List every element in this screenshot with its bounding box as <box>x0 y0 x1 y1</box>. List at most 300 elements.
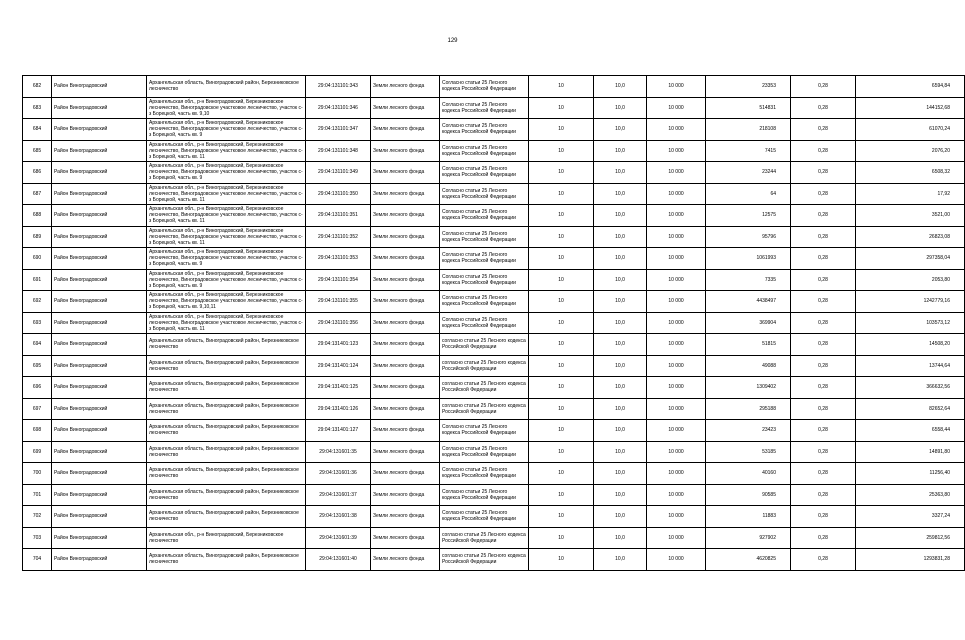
rate-cell: 0,28 <box>791 463 856 485</box>
district-cell: Район Виноградовский <box>52 226 147 248</box>
value-cell: 10,0 <box>594 291 647 313</box>
table-row <box>23 549 965 571</box>
address-cell: Архангельская область, Виноградовский район, Березниковское лесничество <box>147 355 306 377</box>
row-number: 687 <box>23 183 52 205</box>
value-cell: 10,0 <box>594 140 647 162</box>
value-cell: 10 000 <box>647 97 706 119</box>
address-cell: Архангельская обл., р-н Виноградовский, Березниковское лесничество, Виноградовское участковое лесничество, участок с-з Борецкой, часть кв. 11 <box>147 312 306 334</box>
legal-basis-cell: согласно статьи 25 Лесного кодекса Российской Федерации <box>440 334 529 356</box>
rate-cell: 0,28 <box>791 355 856 377</box>
value-cell: 10 000 <box>647 205 706 227</box>
sum-cell: 366632,56 <box>856 377 965 399</box>
value-cell: 10 <box>529 162 594 184</box>
rate-cell: 0,28 <box>791 398 856 420</box>
area-cell: 23423 <box>706 420 791 442</box>
value-cell: 10,0 <box>594 226 647 248</box>
row-number: 700 <box>23 463 52 485</box>
value-cell: 10 <box>529 334 594 356</box>
cadastral-number-cell: 29:04:131101:349 <box>306 162 371 184</box>
address-cell: Архангельская обл., р-н Виноградовский, Березниковское лесничество, Виноградовское участковое лесничество, участок с-з Борецкой, часть кв. 11 <box>147 205 306 227</box>
row-number: 704 <box>23 549 52 571</box>
address-cell: Архангельская область, Виноградовский район, Березниковское лесничество <box>147 441 306 463</box>
row-number: 686 <box>23 162 52 184</box>
land-category-cell: Земли лесного фонда <box>371 549 440 571</box>
table-row <box>23 463 965 485</box>
legal-basis-cell: согласно статьи 25 Лесного кодекса Российской Федерации <box>440 549 529 571</box>
address-cell: Архангельская область, Виноградовский район, Березниковское лесничество <box>147 76 306 98</box>
address-cell: Архангельская обл., р-н Виноградовский, Березниковское лесничество <box>147 527 306 549</box>
value-cell: 10 <box>529 119 594 141</box>
legal-basis-cell: Согласно статьи 25 Лесного кодекса Российской Федерации <box>440 97 529 119</box>
area-cell: 23353 <box>706 76 791 98</box>
row-number: 702 <box>23 506 52 528</box>
address-cell: Архангельская обл., р-н Виноградовский, Березниковское лесничество, Виноградовское участковое лесничество, участок с-з Борецкой, часть кв. 11 <box>147 140 306 162</box>
legal-basis-cell: Согласно статьи 25 Лесного кодекса Российской Федерации <box>440 420 529 442</box>
value-cell: 10 <box>529 205 594 227</box>
address-cell: Архангельская обл., р-н Виноградовский, Березниковское лесничество, Виноградовское участковое лесничество, участок с-з Борецкой, часть кв. 9 <box>147 269 306 291</box>
address-cell: Архангельская область, Виноградовский район, Березниковское лесничество <box>147 334 306 356</box>
rate-cell: 0,28 <box>791 291 856 313</box>
address-cell: Архангельская обл., р-н Виноградовский, Березниковское лесничество, Виноградовское участковое лесничество, участок с-з Борецкой, часть кв. 9 <box>147 119 306 141</box>
address-cell: Архангельская область, Виноградовский район, Березниковское лесничество <box>147 420 306 442</box>
value-cell: 10,0 <box>594 355 647 377</box>
row-number: 690 <box>23 248 52 270</box>
cadastral-number-cell: 29:04:131601:39 <box>306 527 371 549</box>
sum-cell: 13744,64 <box>856 355 965 377</box>
district-cell: Район Виноградовский <box>52 527 147 549</box>
legal-basis-cell: Согласно статьи 25 Лесного кодекса Российской Федерации <box>440 312 529 334</box>
rate-cell: 0,28 <box>791 441 856 463</box>
area-cell: 64 <box>706 183 791 205</box>
legal-basis-cell: Согласно статьи 25 Лесного кодекса Российской Федерации <box>440 484 529 506</box>
area-cell: 7415 <box>706 140 791 162</box>
sum-cell: 103573,12 <box>856 312 965 334</box>
sum-cell: 26823,08 <box>856 226 965 248</box>
sum-cell: 144152,68 <box>856 97 965 119</box>
value-cell: 10 000 <box>647 527 706 549</box>
row-number: 689 <box>23 226 52 248</box>
rate-cell: 0,28 <box>791 312 856 334</box>
cadastral-number-cell: 29:04:131101:348 <box>306 140 371 162</box>
value-cell: 10 <box>529 269 594 291</box>
legal-basis-cell: Согласно статьи 25 Лесного кодекса Российской Федерации <box>440 183 529 205</box>
district-cell: Район Виноградовский <box>52 377 147 399</box>
cadastral-number-cell: 29:04:131101:350 <box>306 183 371 205</box>
land-category-cell: Земли лесного фонда <box>371 140 440 162</box>
value-cell: 10 <box>529 76 594 98</box>
district-cell: Район Виноградовский <box>52 183 147 205</box>
value-cell: 10,0 <box>594 97 647 119</box>
legal-basis-cell: Согласно статьи 25 Лесного кодекса Российской Федерации <box>440 291 529 313</box>
district-cell: Район Виноградовский <box>52 549 147 571</box>
area-cell: 369904 <box>706 312 791 334</box>
cadastral-number-cell: 29:04:131601:38 <box>306 506 371 528</box>
legal-basis-cell: Согласно статьи 25 Лесного кодекса Российской Федерации <box>440 205 529 227</box>
value-cell: 10,0 <box>594 527 647 549</box>
value-cell: 10 000 <box>647 506 706 528</box>
value-cell: 10 <box>529 248 594 270</box>
value-cell: 10,0 <box>594 377 647 399</box>
table-row <box>23 205 965 227</box>
value-cell: 10,0 <box>594 463 647 485</box>
area-cell: 23244 <box>706 162 791 184</box>
cadastral-number-cell: 29:04:131601:40 <box>306 549 371 571</box>
table-row <box>23 506 965 528</box>
sum-cell: 6508,32 <box>856 162 965 184</box>
land-category-cell: Земли лесного фонда <box>371 398 440 420</box>
sum-cell: 6594,84 <box>856 76 965 98</box>
cadastral-number-cell: 29:04:131101:356 <box>306 312 371 334</box>
value-cell: 10 <box>529 527 594 549</box>
address-cell: Архангельская обл., р-н Виноградовский, Березниковское лесничество, Виноградовское участковое лесничество, участок с-з Борецкой, часть кв. 9 <box>147 248 306 270</box>
value-cell: 10,0 <box>594 119 647 141</box>
cadastral-number-cell: 29:04:131401:126 <box>306 398 371 420</box>
value-cell: 10 <box>529 549 594 571</box>
table-row <box>23 248 965 270</box>
land-category-cell: Земли лесного фонда <box>371 420 440 442</box>
address-cell: Архангельская обл., р-н Виноградовский, Березниковское лесничество, Виноградовское участковое лесничество, участок с-з Борецкой, часть кв. 9,10,11 <box>147 291 306 313</box>
value-cell: 10 000 <box>647 140 706 162</box>
rate-cell: 0,28 <box>791 334 856 356</box>
row-number: 698 <box>23 420 52 442</box>
district-cell: Район Виноградовский <box>52 119 147 141</box>
cadastral-number-cell: 29:04:131101:346 <box>306 97 371 119</box>
cadastral-number-cell: 29:04:131101:347 <box>306 119 371 141</box>
address-cell: Архангельская область, Виноградовский район, Березниковское лесничество <box>147 377 306 399</box>
value-cell: 10 <box>529 97 594 119</box>
land-category-cell: Земли лесного фонда <box>371 119 440 141</box>
land-category-cell: Земли лесного фонда <box>371 162 440 184</box>
table-row <box>23 484 965 506</box>
land-category-cell: Земли лесного фонда <box>371 355 440 377</box>
sum-cell: 1293831,28 <box>856 549 965 571</box>
rate-cell: 0,28 <box>791 527 856 549</box>
value-cell: 10,0 <box>594 76 647 98</box>
legal-basis-cell: Согласно статьи 25 Лесного кодекса Российской Федерации <box>440 140 529 162</box>
value-cell: 10 000 <box>647 484 706 506</box>
rate-cell: 0,28 <box>791 183 856 205</box>
value-cell: 10 <box>529 226 594 248</box>
row-number: 695 <box>23 355 52 377</box>
sum-cell: 3521,00 <box>856 205 965 227</box>
value-cell: 10 <box>529 484 594 506</box>
value-cell: 10 000 <box>647 441 706 463</box>
rate-cell: 0,28 <box>791 420 856 442</box>
legal-basis-cell: согласно статьи 25 Лесного кодекса Российской Федерации <box>440 527 529 549</box>
legal-basis-cell: Согласно статьи 25 Лесного кодекса Российской Федерации <box>440 441 529 463</box>
district-cell: Район Виноградовский <box>52 463 147 485</box>
value-cell: 10 000 <box>647 463 706 485</box>
row-number: 696 <box>23 377 52 399</box>
table-row <box>23 334 965 356</box>
district-cell: Район Виноградовский <box>52 140 147 162</box>
land-category-cell: Земли лесного фонда <box>371 506 440 528</box>
land-category-cell: Земли лесного фонда <box>371 377 440 399</box>
land-category-cell: Земли лесного фонда <box>371 205 440 227</box>
value-cell: 10 000 <box>647 162 706 184</box>
cadastral-number-cell: 29:04:131101:343 <box>306 76 371 98</box>
sum-cell: 259812,56 <box>856 527 965 549</box>
cadastral-number-cell: 29:04:131601:37 <box>306 484 371 506</box>
district-cell: Район Виноградовский <box>52 205 147 227</box>
cadastral-number-cell: 29:04:131401:123 <box>306 334 371 356</box>
row-number: 691 <box>23 269 52 291</box>
address-cell: Архангельская область, Виноградовский район, Березниковское лесничество <box>147 484 306 506</box>
district-cell: Район Виноградовский <box>52 420 147 442</box>
area-cell: 295188 <box>706 398 791 420</box>
value-cell: 10 000 <box>647 355 706 377</box>
row-number: 684 <box>23 119 52 141</box>
area-cell: 1061993 <box>706 248 791 270</box>
area-cell: 40160 <box>706 463 791 485</box>
row-number: 685 <box>23 140 52 162</box>
value-cell: 10,0 <box>594 162 647 184</box>
table-row <box>23 312 965 334</box>
land-category-cell: Земли лесного фонда <box>371 226 440 248</box>
district-cell: Район Виноградовский <box>52 441 147 463</box>
value-cell: 10 <box>529 291 594 313</box>
value-cell: 10 000 <box>647 248 706 270</box>
row-number: 697 <box>23 398 52 420</box>
district-cell: Район Виноградовский <box>52 506 147 528</box>
legal-basis-cell: согласно статьи 25 Лесного кодекса Российской Федерации <box>440 355 529 377</box>
legal-basis-cell: Согласно статьи 25 Лесного кодекса Российской Федерации <box>440 506 529 528</box>
land-category-cell: Земли лесного фонда <box>371 183 440 205</box>
legal-basis-cell: согласно статьи 25 Лесного кодекса Российской Федерации <box>440 377 529 399</box>
row-number: 693 <box>23 312 52 334</box>
area-cell: 53185 <box>706 441 791 463</box>
land-category-cell: Земли лесного фонда <box>371 248 440 270</box>
table-row <box>23 76 965 98</box>
district-cell: Район Виноградовский <box>52 291 147 313</box>
value-cell: 10,0 <box>594 506 647 528</box>
district-cell: Район Виноградовский <box>52 97 147 119</box>
land-category-cell: Земли лесного фонда <box>371 97 440 119</box>
value-cell: 10 000 <box>647 420 706 442</box>
area-cell: 4438497 <box>706 291 791 313</box>
district-cell: Район Виноградовский <box>52 162 147 184</box>
table-row <box>23 291 965 313</box>
value-cell: 10 <box>529 441 594 463</box>
cadastral-number-cell: 29:04:131101:352 <box>306 226 371 248</box>
land-category-cell: Земли лесного фонда <box>371 441 440 463</box>
table-row <box>23 527 965 549</box>
value-cell: 10 <box>529 377 594 399</box>
address-cell: Архангельская обл., р-н Виноградовский, Березниковское лесничество, Виноградовское участковое лесничество, участок с-з Борецкой, часть кв. 9,10 <box>147 97 306 119</box>
address-cell: Архангельская область, Виноградовский район, Березниковское лесничество <box>147 506 306 528</box>
address-cell: Архангельская область, Виноградовский район, Березниковское лесничество <box>147 549 306 571</box>
cadastral-number-cell: 29:04:131401:127 <box>306 420 371 442</box>
area-cell: 218108 <box>706 119 791 141</box>
value-cell: 10 <box>529 355 594 377</box>
value-cell: 10,0 <box>594 441 647 463</box>
cadastral-number-cell: 29:04:131101:355 <box>306 291 371 313</box>
legal-basis-cell: Согласно статьи 25 Лесного кодекса Российской Федерации <box>440 119 529 141</box>
rate-cell: 0,28 <box>791 549 856 571</box>
table-row <box>23 269 965 291</box>
table-row <box>23 398 965 420</box>
value-cell: 10 000 <box>647 226 706 248</box>
legal-basis-cell: согласно статьи 25 Лесного кодекса Российской Федерации <box>440 398 529 420</box>
address-cell: Архангельская область, Виноградовский район, Березниковское лесничество <box>147 398 306 420</box>
table-row <box>23 420 965 442</box>
district-cell: Район Виноградовский <box>52 334 147 356</box>
cadastral-number-cell: 29:04:131101:353 <box>306 248 371 270</box>
area-cell: 95796 <box>706 226 791 248</box>
cadastral-number-cell: 29:04:131101:351 <box>306 205 371 227</box>
value-cell: 10 <box>529 312 594 334</box>
row-number: 688 <box>23 205 52 227</box>
land-category-cell: Земли лесного фонда <box>371 463 440 485</box>
row-number: 692 <box>23 291 52 313</box>
legal-basis-cell: Согласно статьи 25 Лесного кодекса Российской Федерации <box>440 269 529 291</box>
sum-cell: 2076,20 <box>856 140 965 162</box>
cadastral-number-cell: 29:04:131401:124 <box>306 355 371 377</box>
rate-cell: 0,28 <box>791 119 856 141</box>
district-cell: Район Виноградовский <box>52 398 147 420</box>
land-category-cell: Земли лесного фонда <box>371 269 440 291</box>
table-row <box>23 441 965 463</box>
legal-basis-cell: Согласно статьи 25 Лесного кодекса Российской Федерации <box>440 248 529 270</box>
value-cell: 10,0 <box>594 205 647 227</box>
rate-cell: 0,28 <box>791 269 856 291</box>
value-cell: 10 <box>529 140 594 162</box>
table-row <box>23 377 965 399</box>
land-category-cell: Земли лесного фонда <box>371 334 440 356</box>
rate-cell: 0,28 <box>791 162 856 184</box>
land-category-cell: Земли лесного фонда <box>371 527 440 549</box>
land-register-table <box>22 75 965 571</box>
legal-basis-cell: Согласно статьи 25 Лесного кодекса Российской Федерации <box>440 463 529 485</box>
value-cell: 10,0 <box>594 398 647 420</box>
sum-cell: 297358,04 <box>856 248 965 270</box>
address-cell: Архангельская область, Виноградовский район, Березниковское лесничество <box>147 463 306 485</box>
value-cell: 10 <box>529 183 594 205</box>
legal-basis-cell: Согласно статьи 25 Лесного кодекса Российской Федерации <box>440 76 529 98</box>
area-cell: 514831 <box>706 97 791 119</box>
value-cell: 10,0 <box>594 248 647 270</box>
address-cell: Архангельская обл., р-н Виноградовский, Березниковское лесничество, Виноградовское участковое лесничество, участок с-з Борецкой, часть кв. 11 <box>147 226 306 248</box>
rate-cell: 0,28 <box>791 140 856 162</box>
sum-cell: 61070,24 <box>856 119 965 141</box>
area-cell: 51815 <box>706 334 791 356</box>
area-cell: 4620825 <box>706 549 791 571</box>
value-cell: 10 <box>529 463 594 485</box>
district-cell: Район Виноградовский <box>52 312 147 334</box>
cadastral-number-cell: 29:04:131101:354 <box>306 269 371 291</box>
value-cell: 10 000 <box>647 183 706 205</box>
table-row <box>23 226 965 248</box>
table-row <box>23 140 965 162</box>
land-category-cell: Земли лесного фонда <box>371 312 440 334</box>
sum-cell: 2053,80 <box>856 269 965 291</box>
value-cell: 10 000 <box>647 119 706 141</box>
sum-cell: 11256,40 <box>856 463 965 485</box>
area-cell: 12575 <box>706 205 791 227</box>
rate-cell: 0,28 <box>791 205 856 227</box>
rate-cell: 0,28 <box>791 377 856 399</box>
sum-cell: 1242779,16 <box>856 291 965 313</box>
area-cell: 1309402 <box>706 377 791 399</box>
table-row <box>23 183 965 205</box>
page-number: 129 <box>447 38 458 44</box>
sum-cell: 14891,80 <box>856 441 965 463</box>
district-cell: Район Виноградовский <box>52 484 147 506</box>
sum-cell: 17,92 <box>856 183 965 205</box>
value-cell: 10,0 <box>594 183 647 205</box>
table-body <box>23 76 965 571</box>
row-number: 682 <box>23 76 52 98</box>
cadastral-number-cell: 29:04:131601:35 <box>306 441 371 463</box>
value-cell: 10 <box>529 420 594 442</box>
rate-cell: 0,28 <box>791 97 856 119</box>
table-row <box>23 355 965 377</box>
row-number: 703 <box>23 527 52 549</box>
sum-cell: 6558,44 <box>856 420 965 442</box>
rate-cell: 0,28 <box>791 226 856 248</box>
value-cell: 10,0 <box>594 420 647 442</box>
land-category-cell: Земли лесного фонда <box>371 76 440 98</box>
district-cell: Район Виноградовский <box>52 269 147 291</box>
sum-cell: 14508,20 <box>856 334 965 356</box>
value-cell: 10,0 <box>594 549 647 571</box>
value-cell: 10 <box>529 398 594 420</box>
cadastral-number-cell: 29:04:131401:125 <box>306 377 371 399</box>
row-number: 694 <box>23 334 52 356</box>
table-row <box>23 119 965 141</box>
rate-cell: 0,28 <box>791 248 856 270</box>
district-cell: Район Виноградовский <box>52 248 147 270</box>
value-cell: 10 000 <box>647 269 706 291</box>
legal-basis-cell: Согласно статьи 25 Лесного кодекса Российской Федерации <box>440 162 529 184</box>
area-cell: 927902 <box>706 527 791 549</box>
area-cell: 90585 <box>706 484 791 506</box>
row-number: 699 <box>23 441 52 463</box>
value-cell: 10 <box>529 506 594 528</box>
value-cell: 10,0 <box>594 484 647 506</box>
rate-cell: 0,28 <box>791 484 856 506</box>
land-category-cell: Земли лесного фонда <box>371 291 440 313</box>
table-row <box>23 162 965 184</box>
value-cell: 10 000 <box>647 398 706 420</box>
value-cell: 10 000 <box>647 334 706 356</box>
value-cell: 10 000 <box>647 76 706 98</box>
address-cell: Архангельская обл., р-н Виноградовский, Березниковское лесничество, Виноградовское участковое лесничество, участок с-з Борецкой, часть кв. 11 <box>147 183 306 205</box>
sum-cell: 25363,80 <box>856 484 965 506</box>
rate-cell: 0,28 <box>791 76 856 98</box>
district-cell: Район Виноградовский <box>52 76 147 98</box>
address-cell: Архангельская обл., р-н Виноградовский, Березниковское лесничество, Виноградовское участковое лесничество, участок с-з Борецкой, часть кв. 9 <box>147 162 306 184</box>
cadastral-number-cell: 29:04:131601:36 <box>306 463 371 485</box>
land-category-cell: Земли лесного фонда <box>371 484 440 506</box>
district-cell: Район Виноградовский <box>52 355 147 377</box>
value-cell: 10,0 <box>594 334 647 356</box>
area-cell: 7335 <box>706 269 791 291</box>
area-cell: 11883 <box>706 506 791 528</box>
table-row <box>23 97 965 119</box>
row-number: 683 <box>23 97 52 119</box>
sum-cell: 3327,24 <box>856 506 965 528</box>
legal-basis-cell: Согласно статьи 25 Лесного кодекса Российской Федерации <box>440 226 529 248</box>
value-cell: 10,0 <box>594 312 647 334</box>
sum-cell: 82652,64 <box>856 398 965 420</box>
row-number: 701 <box>23 484 52 506</box>
value-cell: 10 000 <box>647 549 706 571</box>
value-cell: 10,0 <box>594 269 647 291</box>
rate-cell: 0,28 <box>791 506 856 528</box>
value-cell: 10 000 <box>647 377 706 399</box>
value-cell: 10 000 <box>647 312 706 334</box>
